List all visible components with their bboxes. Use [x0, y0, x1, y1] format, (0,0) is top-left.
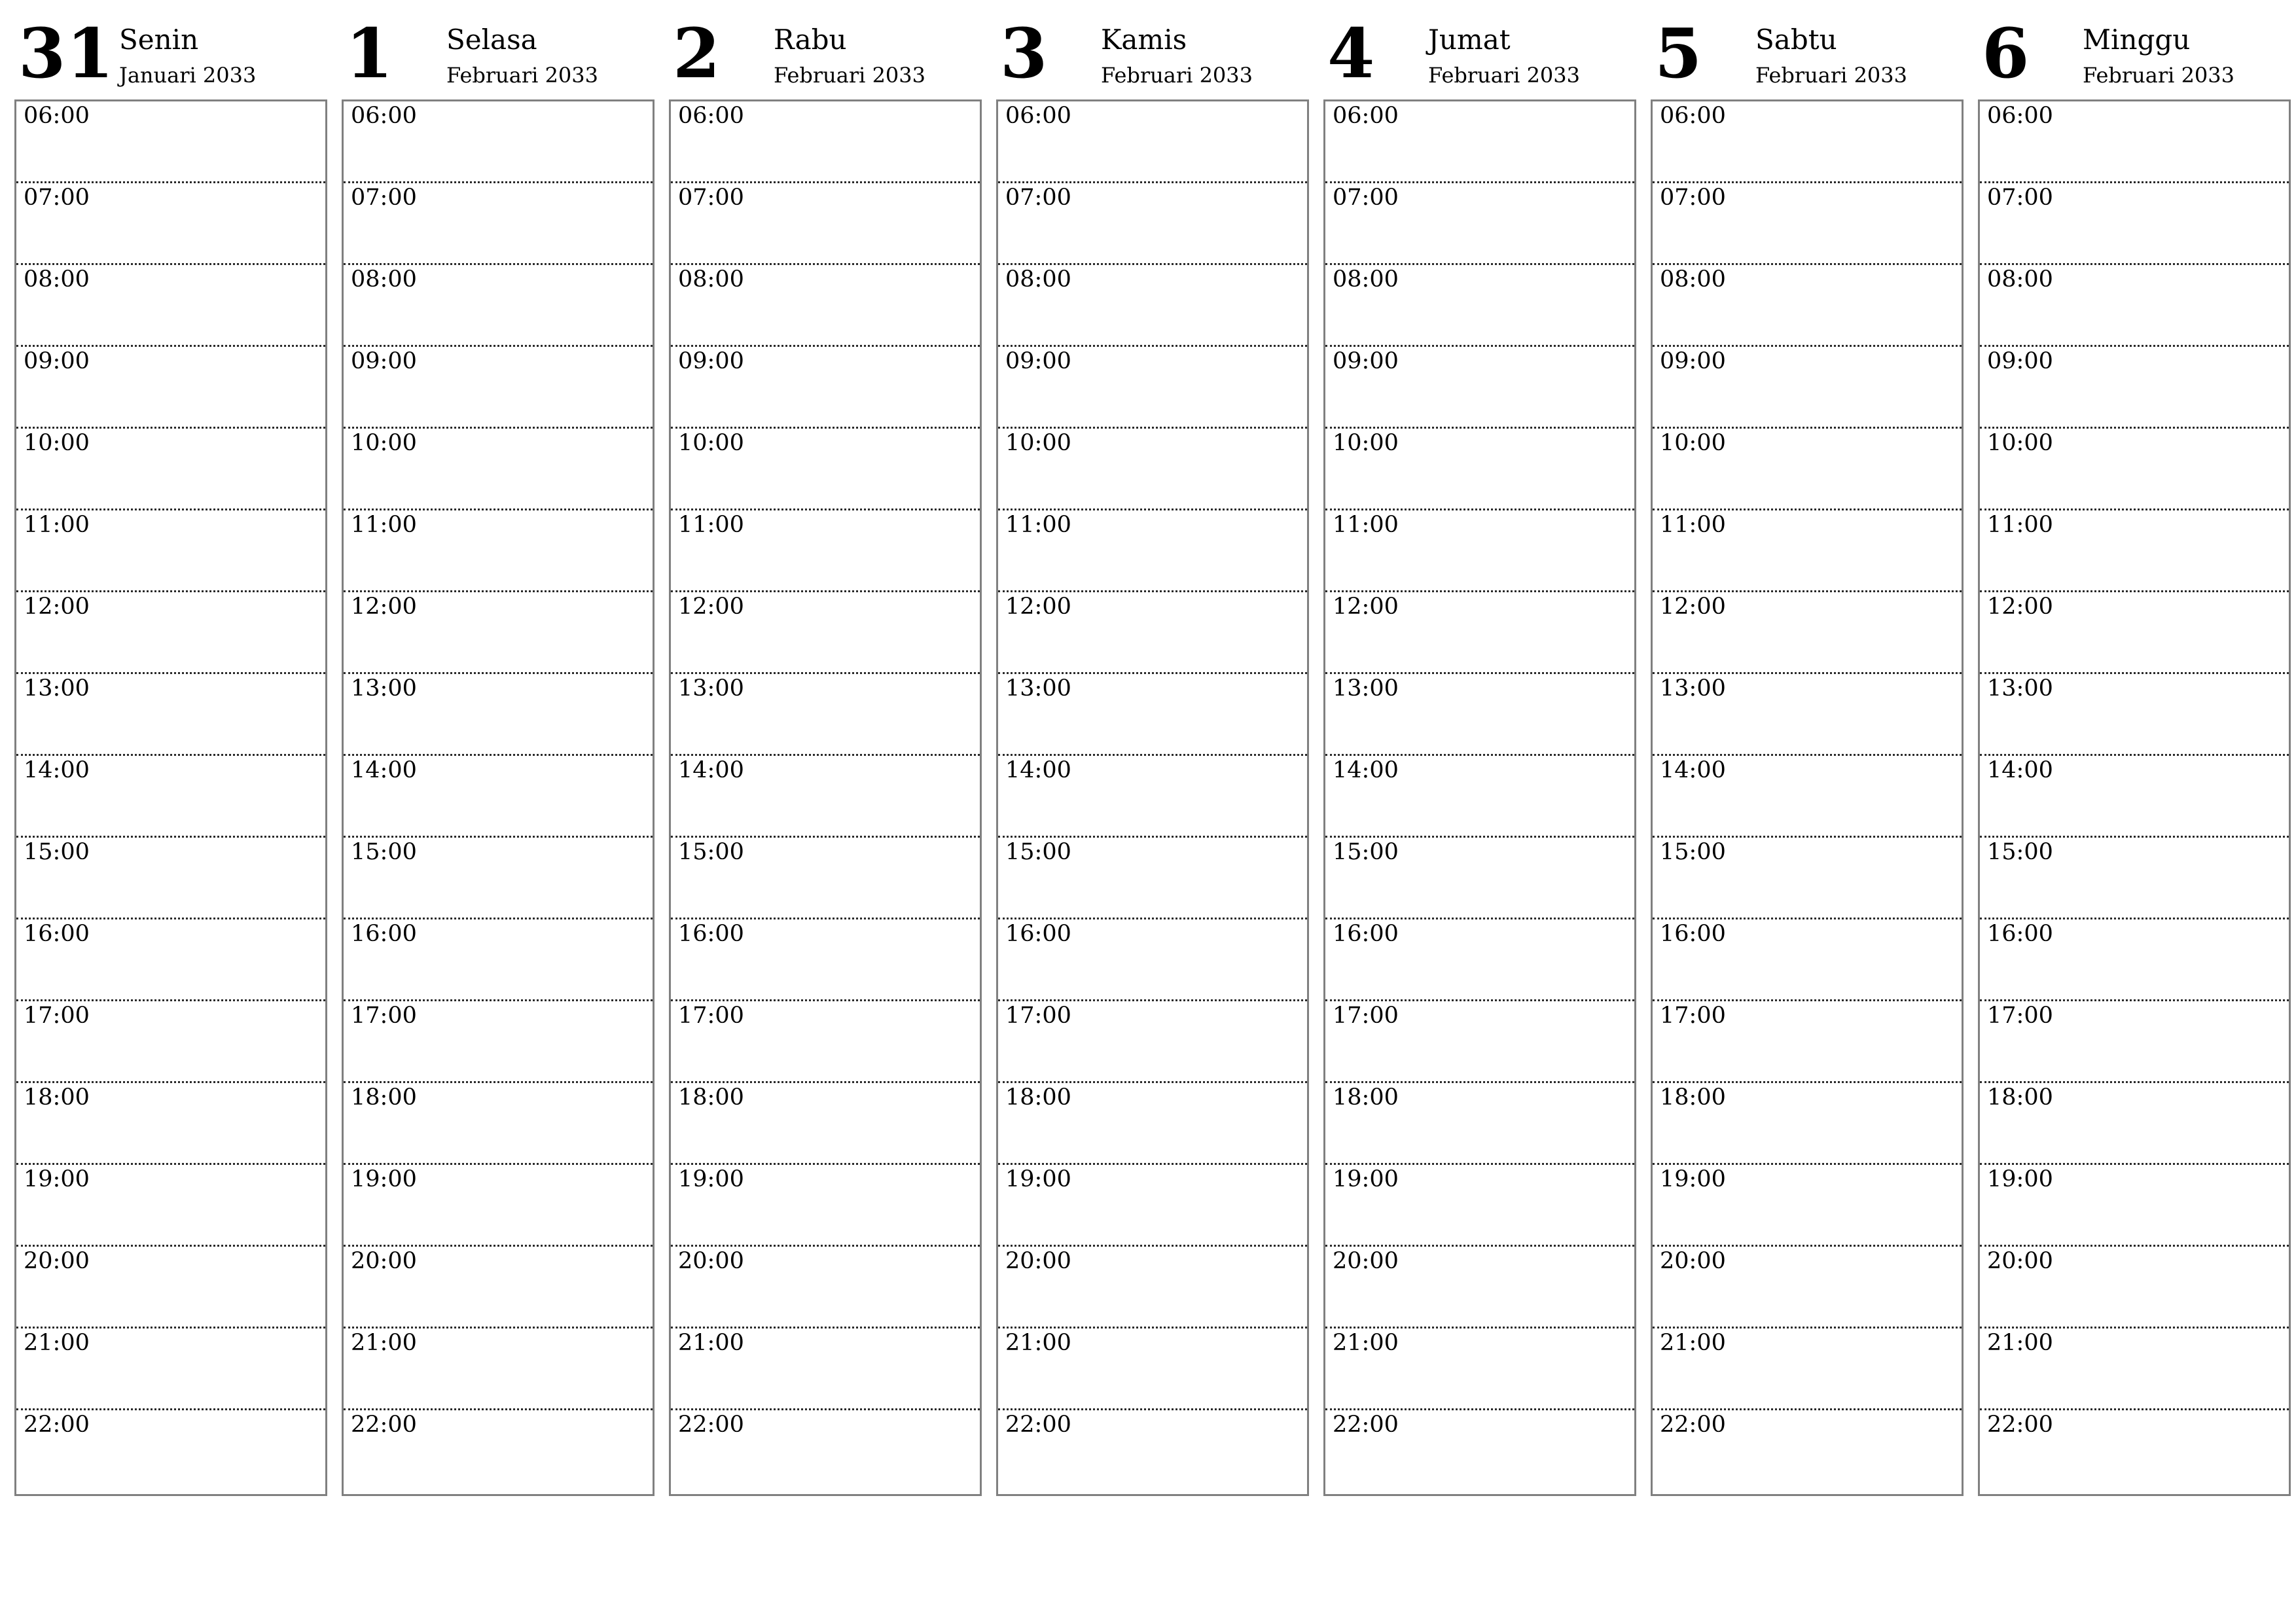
- hour-slot: 09:00: [671, 347, 980, 429]
- hour-slot: 14:00: [671, 756, 980, 838]
- hour-slot: 16:00: [1325, 919, 1634, 1001]
- hour-slot: 10:00: [1653, 429, 1962, 510]
- day-month-year: Februari 2033: [774, 63, 925, 88]
- hour-slot: 13:00: [1325, 674, 1634, 756]
- day-number: 5: [1655, 13, 1703, 94]
- day-header: [342, 0, 655, 99]
- hour-slot: 13:00: [671, 674, 980, 756]
- hour-slot: 17:00: [16, 1001, 325, 1083]
- day-month-year: Februari 2033: [1101, 63, 1253, 88]
- hour-slot: 15:00: [1653, 838, 1962, 919]
- hour-slot: 11:00: [344, 510, 653, 592]
- day-name: Selasa: [446, 24, 537, 56]
- hour-slot: 22:00: [1333, 1412, 1399, 1438]
- day-column: [1651, 0, 1964, 1500]
- hour-slot: 13:00: [1980, 674, 2289, 756]
- hour-slot: 13:00: [16, 674, 325, 756]
- hour-slot: 16:00: [1980, 919, 2289, 1001]
- hour-slot: 22:00: [1987, 1412, 2053, 1438]
- hour-slot: 12:00: [1325, 592, 1634, 674]
- hour-slot: 11:00: [671, 510, 980, 592]
- hour-slot: 10:00: [998, 429, 1307, 510]
- hour-slot: 20:00: [344, 1247, 653, 1329]
- hour-slot: 10:00: [1980, 429, 2289, 510]
- day-header: [996, 0, 1309, 99]
- hour-slot: 06:00: [16, 101, 325, 183]
- hour-slot: 06:00: [344, 101, 653, 183]
- hour-slot: 07:00: [998, 183, 1307, 265]
- hour-slot: 19:00: [1653, 1165, 1962, 1247]
- day-month-year: Januari 2033: [119, 63, 257, 88]
- hour-slot: 21:00: [344, 1329, 653, 1410]
- hour-slot: 22:00: [1005, 1412, 1071, 1438]
- hour-slot: 21:00: [1653, 1329, 1962, 1410]
- hour-slot: 08:00: [1980, 265, 2289, 347]
- hour-slot: 10:00: [671, 429, 980, 510]
- hour-slot: 22:00: [678, 1412, 744, 1438]
- hour-slot: 22:00: [24, 1412, 90, 1438]
- hour-slot: 21:00: [16, 1329, 325, 1410]
- day-schedule-box: [1978, 99, 2291, 1496]
- day-column: [669, 0, 982, 1500]
- day-schedule-box: [1323, 99, 1636, 1496]
- hour-slot: 09:00: [1325, 347, 1634, 429]
- hour-slot: 11:00: [1980, 510, 2289, 592]
- hour-slot: 18:00: [1980, 1083, 2289, 1165]
- day-column: [1323, 0, 1636, 1500]
- hour-slot: 18:00: [16, 1083, 325, 1165]
- hour-slot: 17:00: [998, 1001, 1307, 1083]
- hour-slot: 11:00: [16, 510, 325, 592]
- hour-slot: 06:00: [1325, 101, 1634, 183]
- hour-slot: 15:00: [671, 838, 980, 919]
- day-schedule-box: [1651, 99, 1964, 1496]
- hour-slot: 14:00: [1980, 756, 2289, 838]
- day-name: Jumat: [1428, 24, 1511, 56]
- hour-slot: 21:00: [1325, 1329, 1634, 1410]
- hour-slot: 13:00: [344, 674, 653, 756]
- hour-slot: 18:00: [1325, 1083, 1634, 1165]
- hour-slot: 07:00: [671, 183, 980, 265]
- hour-slot: 12:00: [344, 592, 653, 674]
- day-number: 2: [673, 13, 721, 94]
- hour-slot: 19:00: [1980, 1165, 2289, 1247]
- day-schedule-box: [14, 99, 327, 1496]
- hour-slot: 20:00: [1653, 1247, 1962, 1329]
- hour-slot: 22:00: [351, 1412, 417, 1438]
- hour-slot: 14:00: [998, 756, 1307, 838]
- hour-slot: 12:00: [1980, 592, 2289, 674]
- hour-slot: 20:00: [671, 1247, 980, 1329]
- hour-slot: 13:00: [1653, 674, 1962, 756]
- hour-slot: 19:00: [344, 1165, 653, 1247]
- day-number: 6: [1982, 13, 2030, 94]
- day-name: Sabtu: [1755, 24, 1837, 56]
- hour-slot: 17:00: [1325, 1001, 1634, 1083]
- hour-slot: 16:00: [1653, 919, 1962, 1001]
- day-name: Rabu: [774, 24, 847, 56]
- hour-slot: 14:00: [1325, 756, 1634, 838]
- hour-slot: 15:00: [16, 838, 325, 919]
- day-schedule-box: [996, 99, 1309, 1496]
- hour-slot: 15:00: [1325, 838, 1634, 919]
- hour-slot: 08:00: [1325, 265, 1634, 347]
- hour-slot: 11:00: [1325, 510, 1634, 592]
- hour-slot: 09:00: [344, 347, 653, 429]
- hour-slot: 12:00: [1653, 592, 1962, 674]
- day-name: Senin: [119, 24, 199, 56]
- hour-slot: 21:00: [998, 1329, 1307, 1410]
- hour-slot: 21:00: [1980, 1329, 2289, 1410]
- hour-slot: 12:00: [16, 592, 325, 674]
- hour-slot: 11:00: [998, 510, 1307, 592]
- day-month-year: Februari 2033: [446, 63, 598, 88]
- day-name: Kamis: [1101, 24, 1187, 56]
- hour-slot: 08:00: [1653, 265, 1962, 347]
- hour-slot: 08:00: [998, 265, 1307, 347]
- hour-slot: 08:00: [344, 265, 653, 347]
- day-header: [669, 0, 982, 99]
- hour-slot: 06:00: [1653, 101, 1962, 183]
- day-month-year: Februari 2033: [1428, 63, 1580, 88]
- hour-slot: 19:00: [998, 1165, 1307, 1247]
- day-schedule-box: [342, 99, 655, 1496]
- hour-slot: 19:00: [671, 1165, 980, 1247]
- hour-slot: 17:00: [671, 1001, 980, 1083]
- day-number: 3: [1000, 13, 1049, 94]
- hour-slot: 18:00: [998, 1083, 1307, 1165]
- hour-slot: 16:00: [16, 919, 325, 1001]
- hour-slot: 18:00: [344, 1083, 653, 1165]
- hour-slot: 20:00: [998, 1247, 1307, 1329]
- weekly-planner: [14, 0, 2288, 1500]
- hour-slot: 21:00: [671, 1329, 980, 1410]
- hour-slot: 18:00: [671, 1083, 980, 1165]
- hour-slot: 20:00: [1980, 1247, 2289, 1329]
- hour-slot: 07:00: [1653, 183, 1962, 265]
- hour-slot: 17:00: [1653, 1001, 1962, 1083]
- hour-slot: 14:00: [1653, 756, 1962, 838]
- hour-slot: 15:00: [344, 838, 653, 919]
- hour-slot: 16:00: [671, 919, 980, 1001]
- hour-slot: 11:00: [1653, 510, 1962, 592]
- day-header: [14, 0, 327, 99]
- day-name: Minggu: [2083, 24, 2191, 56]
- day-month-year: Februari 2033: [1755, 63, 1907, 88]
- hour-slot: 16:00: [998, 919, 1307, 1001]
- hour-slot: 10:00: [1325, 429, 1634, 510]
- day-schedule-box: [669, 99, 982, 1496]
- hour-slot: 19:00: [1325, 1165, 1634, 1247]
- hour-slot: 18:00: [1653, 1083, 1962, 1165]
- hour-slot: 07:00: [1325, 183, 1634, 265]
- day-column: [1978, 0, 2291, 1500]
- day-column: [14, 0, 327, 1500]
- hour-slot: 16:00: [344, 919, 653, 1001]
- hour-slot: 08:00: [16, 265, 325, 347]
- hour-slot: 09:00: [998, 347, 1307, 429]
- hour-slot: 12:00: [671, 592, 980, 674]
- day-column: [342, 0, 655, 1500]
- day-number: 31: [18, 13, 115, 94]
- hour-slot: 12:00: [998, 592, 1307, 674]
- hour-slot: 06:00: [1980, 101, 2289, 183]
- day-number: 1: [346, 13, 394, 94]
- hour-slot: 13:00: [998, 674, 1307, 756]
- hour-slot: 09:00: [16, 347, 325, 429]
- hour-slot: 19:00: [16, 1165, 325, 1247]
- hour-slot: 22:00: [1660, 1412, 1726, 1438]
- hour-slot: 17:00: [1980, 1001, 2289, 1083]
- hour-slot: 10:00: [16, 429, 325, 510]
- hour-slot: 07:00: [1980, 183, 2289, 265]
- day-month-year: Februari 2033: [2083, 63, 2234, 88]
- hour-slot: 14:00: [344, 756, 653, 838]
- hour-slot: 06:00: [671, 101, 980, 183]
- hour-slot: 15:00: [1980, 838, 2289, 919]
- day-column: [996, 0, 1309, 1500]
- day-header: [1978, 0, 2291, 99]
- hour-slot: 09:00: [1980, 347, 2289, 429]
- hour-slot: 07:00: [16, 183, 325, 265]
- hour-slot: 20:00: [1325, 1247, 1634, 1329]
- hour-slot: 10:00: [344, 429, 653, 510]
- hour-slot: 06:00: [998, 101, 1307, 183]
- day-number: 4: [1327, 13, 1376, 94]
- hour-slot: 17:00: [344, 1001, 653, 1083]
- day-header: [1323, 0, 1636, 99]
- hour-slot: 07:00: [344, 183, 653, 265]
- hour-slot: 15:00: [998, 838, 1307, 919]
- hour-slot: 14:00: [16, 756, 325, 838]
- hour-slot: 09:00: [1653, 347, 1962, 429]
- hour-slot: 20:00: [16, 1247, 325, 1329]
- day-header: [1651, 0, 1964, 99]
- hour-slot: 08:00: [671, 265, 980, 347]
